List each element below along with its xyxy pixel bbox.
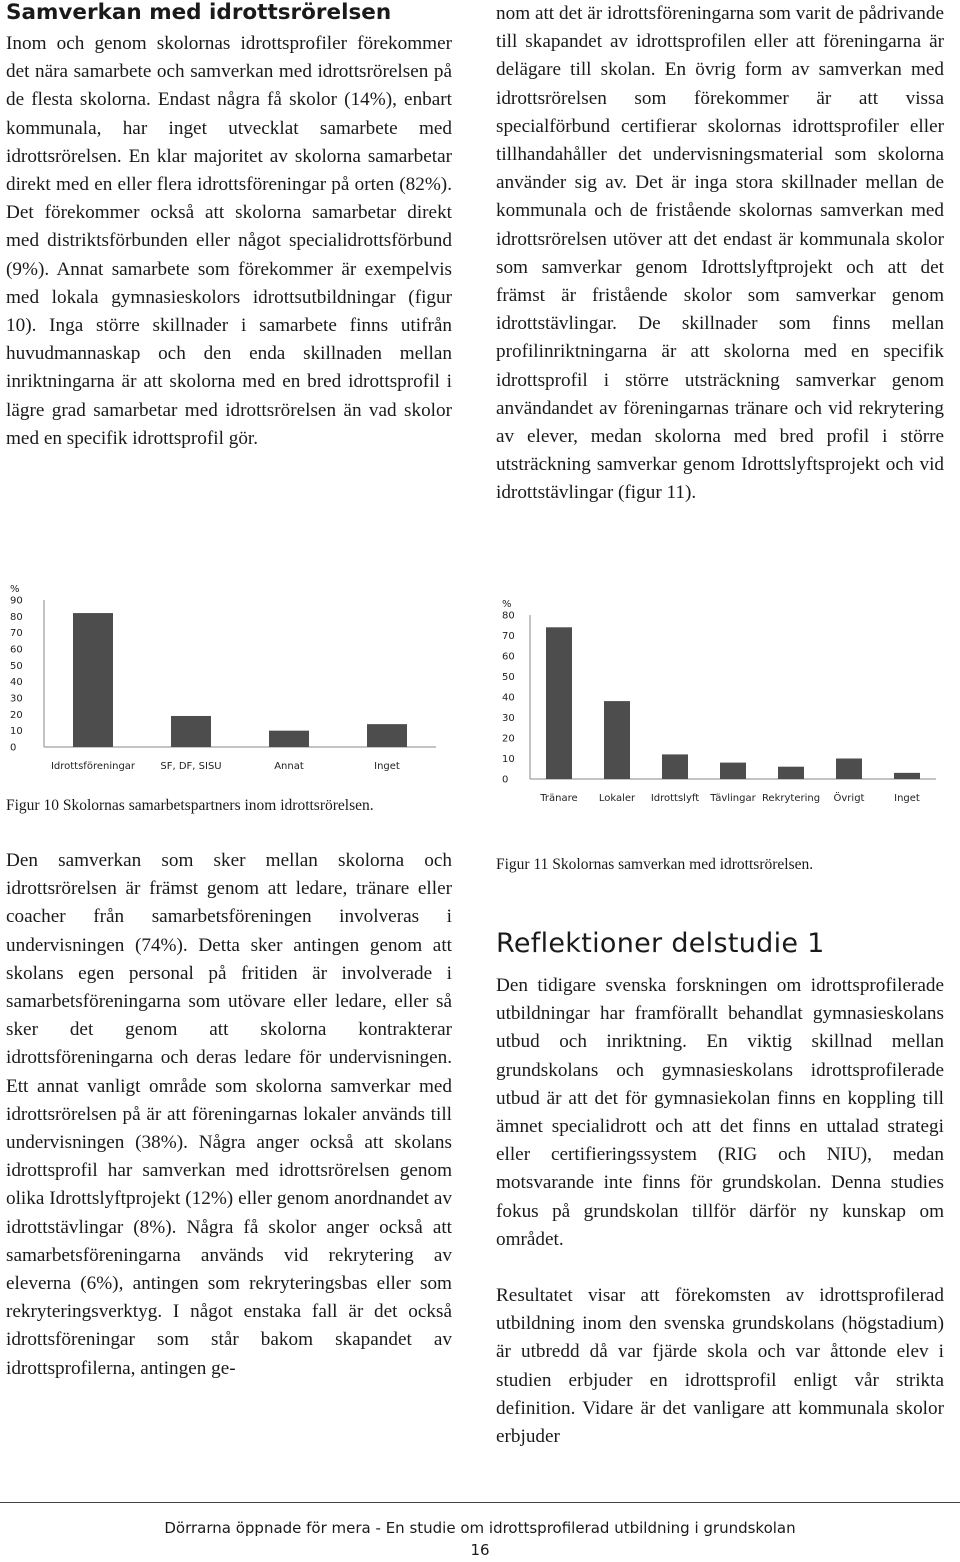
y-tick-label: 60 (502, 651, 515, 663)
x-tick-label: Lokaler (598, 793, 636, 804)
bar-idrottsföreningar (73, 613, 113, 747)
bar-annat (269, 731, 309, 747)
bar-tränare (546, 627, 572, 779)
y-tick-label: 90 (10, 595, 23, 607)
y-tick-label: 30 (10, 693, 23, 705)
x-tick-label: Tränare (540, 793, 578, 804)
bar-idrottslyft (662, 754, 688, 779)
y-tick-label: 50 (502, 672, 515, 683)
y-tick-label: 70 (10, 628, 23, 640)
bar-inget (894, 773, 920, 779)
y-unit-label: % (502, 599, 512, 610)
y-tick-label: 0 (10, 742, 17, 754)
bar-sf-df-sisu (171, 716, 211, 747)
figure-11-caption: Figur 11 Skolornas samverkan med idrottsrörelsen. (496, 856, 814, 873)
left-column-lower (6, 847, 452, 1383)
paragraph: Den tidigare svenska forskningen om idrottsprofilerade utbildningar har framförallt behandlat gymnasieskolans utbud och inriktning. En viktig skillnad mellan grundskolans och gymnasieskolans idrottsprofilerade utbud är att det för gymnasiekolan finns en koppling till ämnet specialidrott och att det finns en uttalad strategi eller certifieringssystem (RIG och NIU), medan motsvarande inte finns för grundskolan. Denna studies fokus på grundskolan tillför därför ny kunskap om området. (496, 975, 944, 1250)
paragraph: Resultatet visar att förekomsten av idrottsprofilerad utbildning inom den svenska grundskolans (högstadium) är utbredd då var fjärde skola och var åttonde elev i studien erbjuder en idrottsprofil enligt vår strikta definition. Vidare är det vanligare att kommunala skolor erbjuder (496, 1285, 944, 1448)
y-tick-label: 0 (502, 774, 509, 786)
figure-10-chart (6, 578, 446, 778)
x-tick-label: Rekrytering (761, 793, 821, 804)
bar-rekrytering (778, 767, 804, 779)
bar-inget (367, 724, 407, 747)
y-tick-label: 60 (10, 644, 23, 656)
page-number: 16 (470, 1541, 490, 1559)
footer-divider (0, 1502, 960, 1503)
bar-lokaler (604, 701, 630, 779)
section-heading: Reflektioner delstudie 1 (496, 928, 825, 959)
x-tick-label: Övrigt (833, 793, 865, 804)
figure-10-caption: Figur 10 Skolornas samarbetspartners inom idrottsrörelsen. (6, 797, 374, 814)
x-tick-label: Inget (374, 761, 400, 772)
y-tick-label: 80 (10, 611, 23, 623)
paragraph: Den samverkan som sker mellan skolorna och idrottsrörelsen är främst genom att ledare, tränare eller coacher från samarbetsföreningen involveras i undervisningen (74%). Detta sker antingen genom att skolans egen personal på fritiden är involverade i samarbetsföreningarna som utövare eller ledare, eller så sker det genom att skolorna kontrakterar idrottsföreningarna och deras ledare för undervisningen. Ett annat vanligt område som skolorna samverkar med idrottsrörelsen på är att föreningarnas lokaler används till undervisningen (38%). Några anger också att skolans idrottsprofil har samverkan med idrottsrörelsen genom olika Idrottslyftprojekt (12%) eller genom anordnandet av idrottstävlingar (8%). Några få skolor anger också att samarbetsföreningarna används vid rekrytering av eleverna (6%), antingen som rekryteringsbas eller som rekryteringsverktyg. I något enstaka fall är det också idrottsföreningar som står bakom skapandet av idrottsprofilerna, antingen ge- (6, 850, 452, 1379)
y-tick-label: 30 (502, 713, 515, 724)
y-tick-label: 20 (502, 733, 515, 745)
section-heading: Samverkan med idrottsrörelsen (6, 0, 392, 25)
x-tick-label: Tävlingar (710, 793, 756, 804)
right-column-lower (496, 972, 944, 1451)
bar-tävlingar (720, 763, 746, 779)
x-tick-label: Annat (274, 761, 304, 772)
paragraph: Inom och genom skolornas idrottsprofiler förekommer det nära samarbete och samverkan med idrottsrörelsen på de flesta skolorna. Endast några få skolor (14%), enbart kommunala, har inget utvecklat samarbete med idrottsrörelsen. En klar majoritet av skolorna samarbetar direkt med en eller flera idrottsföreningar på orten (82%). Det förekommer också att skolorna samarbetar direkt med distriktsförbunden eller något specialidrottsförbund (9%). Annat samarbete som förekommer är exempelvis med lokala gymnasieskolors idrottsutbildningar (figur 10). Inga större skillnader i samarbete finns utifrån huvudmannaskap och den enda skillnaden mellan inriktningarna är att skolorna med en bred idrottsprofil i lägre grad samarbetar med idrottsrörelsen än vad skolor med en specifik idrottsprofil gör. (6, 33, 452, 449)
footer-title: Dörrarna öppnade för mera - En studie om idrottsprofilerad utbildning i grundskolan (164, 1519, 796, 1537)
x-tick-label: Idrottsföreningar (50, 761, 136, 772)
y-tick-label: 10 (502, 754, 515, 765)
x-tick-label: SF, DF, SISU (160, 761, 222, 772)
paragraph: nom att det är idrottsföreningarna som varit de pådrivande till skapandet av idrottsprofilen eller att föreningarna är delägare till skolan. En övrig form av samverkan med idrottsrörelsen som förekommer är att vissa specialförbund certifierar skolornas idrottsprofiler eller tillhandahåller det undervisningsmaterial som skolorna använder sig av. Det är inga stora skillnader mellan de kommunala och de fristående skolornas samverkan med idrottsrörelsen utöver att det endast är kommunala skolor som samverkar genom Idrottslyftprojekt och att det främst är fristående skolor som samverkar genom idrottstävlingar. De skillnader som finns mellan profilinriktningarna är att skolorna med en specifik idrottsprofil i större utsträckning samverkar genom användandet av föreningarnas tränare och vid rekrytering av elever, medan skolorna med bred profil i större utsträckning samverkar genom Idrottslyftsprojekt och vid idrottstävlingar (figur 11). (496, 3, 944, 504)
bar-övrigt (836, 759, 862, 780)
x-tick-label: Idrottslyft (650, 793, 700, 804)
y-unit-label: % (10, 584, 20, 595)
figure-11-chart (496, 590, 946, 810)
y-tick-label: 20 (10, 709, 23, 721)
y-tick-label: 40 (10, 677, 23, 689)
x-tick-label: Inget (894, 793, 920, 804)
y-tick-label: 80 (502, 610, 515, 622)
y-tick-label: 40 (502, 692, 515, 704)
y-tick-label: 50 (10, 660, 23, 672)
right-column (496, 0, 944, 508)
y-tick-label: 10 (10, 726, 23, 738)
y-tick-label: 70 (502, 631, 515, 642)
left-column (6, 0, 452, 453)
